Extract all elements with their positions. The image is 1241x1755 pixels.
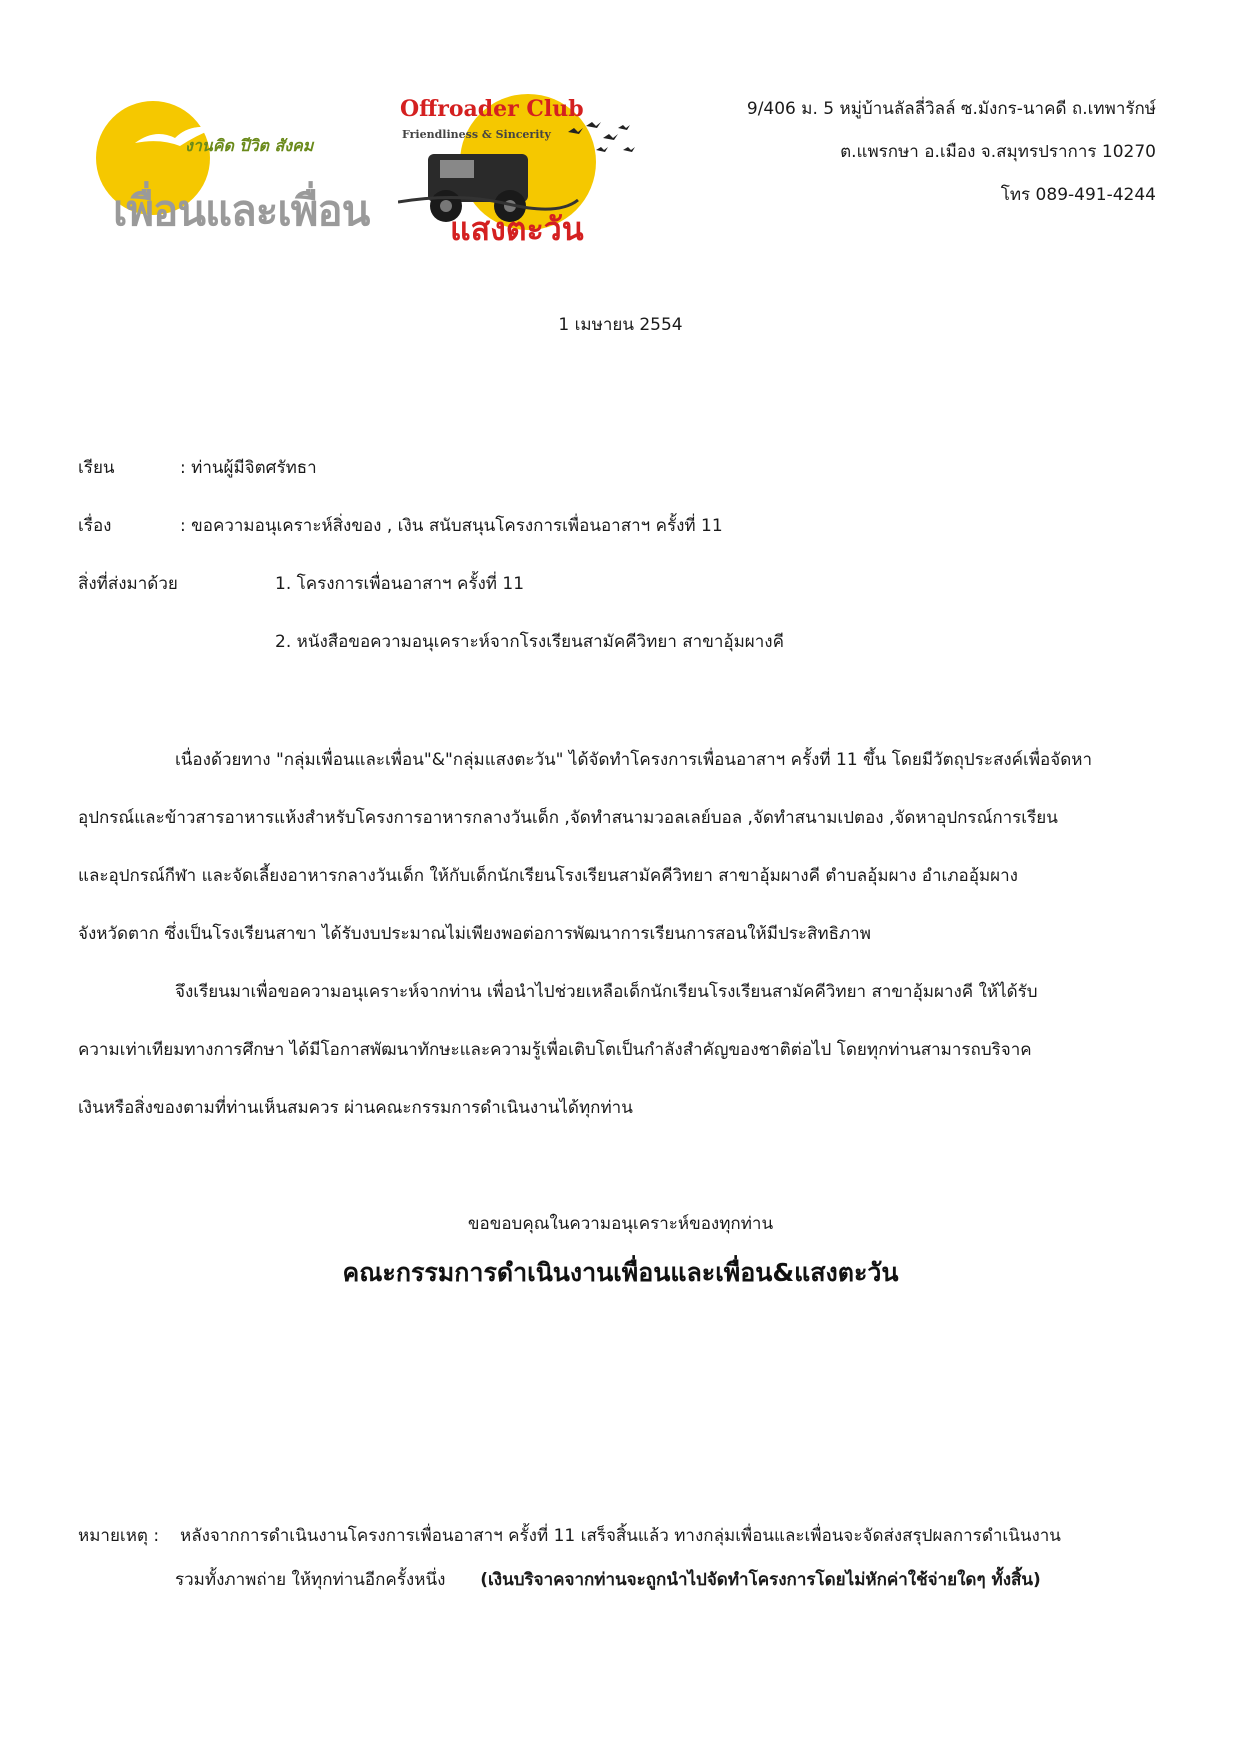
logo-club-tagline: Friendliness & Sincerity [402,128,551,141]
salutation-value: : ท่านผู้มีจิตศรัทธา [180,458,317,478]
enclosure-item: 1. โครงการเพื่อนอาสาฯ ครั้งที่ 11 [275,574,525,594]
subject-label: เรื่อง [78,516,112,536]
note-line-1: หลังจากการดำเนินงานโครงการเพื่อนอาสาฯ ครั้งที่ 11 เสร็จสิ้นแล้ว ทางกลุ่มเพื่อนและเพื่อนจะจัดส่งสรุปผลการดำเนินงาน [180,1526,1061,1546]
note-line-2 [175,1566,1041,1593]
body-paragraph-1-line: จังหวัดตาก ซึ่งเป็นโรงเรียนสาขา ได้รับงบประมาณไม่เพียงพอต่อการพัฒนาการเรียนการสอนให้มีประสิทธิภาพ [78,924,871,944]
enclosures-label: สิ่งที่ส่งมาด้วย [78,574,178,594]
logo-slogan: งานคิด ปีวิต สังคม [185,136,314,155]
body-paragraph-1-line: และอุปกรณ์กีฬา และจัดเลี้ยงอาหารกลางวันเด็ก ให้กับเด็กนักเรียนโรงเรียนสามัคคีวิทยา สาขาอุ้มผางคี ตำบลอุ้มผาง อำเภออุ้มผาง [78,866,1018,886]
logo-friends-and-friends [95,98,370,248]
note-line-2-text: รวมทั้งภาพถ่าย ให้ทุกท่านอีกครั้งหนึ่ง [175,1570,446,1590]
logo-name: เพื่อนและเพื่อน [113,186,370,235]
address-line-1: 9/406 ม. 5 หมู่บ้านลัลลี่วิลล์ ซ.มังกร-นาคดี ถ.เทพารักษ์ [746,99,1156,119]
closing-thanks: ขอขอบคุณในความอนุเคราะห์ของทุกท่าน [467,1214,774,1234]
logo-offroader-club [398,92,653,252]
body-paragraph-1-line: อุปกรณ์และข้าวสารอาหารแห้งสำหรับโครงการอาหารกลางวันเด็ก ,จัดทำสนามวอลเลย์บอล ,จัดทำสนามเปตอง ,จัดหาอุปกรณ์การเรียน [78,808,1058,828]
note-label: หมายเหตุ : [78,1526,160,1546]
subject-value: : ขอความอนุเคราะห์สิ่งของ , เงิน สนับสนุนโครงการเพื่อนอาสาฯ ครั้งที่ 11 [180,516,723,536]
salutation-label: เรียน [78,458,115,478]
body-paragraph-2-line: จึงเรียนมาเพื่อขอความอนุเคราะห์จากท่าน เพื่อนำไปช่วยเหลือเด็กนักเรียนโรงเรียนสามัคคีวิทยา สาขาอุ้มผางคี ให้ได้รับ [175,982,1038,1002]
letter-date: 1 เมษายน 2554 [558,315,683,335]
address-line-2: ต.แพรกษา อ.เมือง จ.สมุทรปราการ 10270 [840,142,1156,162]
committee-signature: คณะกรรมการดำเนินงานเพื่อนและเพื่อน&แสงตะวัน [342,1258,899,1287]
enclosure-item: 2. หนังสือขอความอนุเคราะห์จากโรงเรียนสามัคคีวิทยา สาขาอุ้มผางคี [275,632,784,652]
body-paragraph-2-line: เงินหรือสิ่งของตามที่ท่านเห็นสมควร ผ่านคณะกรรมการดำเนินงานได้ทุกท่าน [78,1098,633,1118]
body-paragraph-2-line: ความเท่าเทียมทางการศึกษา ได้มีโอกาสพัฒนาทักษะและความรู้เพื่อเติบโตเป็นกำลังสำคัญของชาติต่อไป โดยทุกท่านสามารถบริจาค [78,1040,1032,1060]
logo-club-thai-name: แสงตะวัน [450,210,584,248]
note-line-2-bold: (เงินบริจาคจากท่านจะถูกนำไปจัดทำโครงการโดยไม่หักค่าใช้จ่ายใดๆ ทั้งสิ้น) [480,1570,1041,1590]
phone-number: โทร 089-491-4244 [1000,185,1156,205]
body-paragraph-1-line: เนื่องด้วยทาง "กลุ่มเพื่อนและเพื่อน"&"กลุ่มแสงตะวัน" ได้จัดทำโครงการเพื่อนอาสาฯ ครั้งที่ 11 ขึ้น โดยมีวัตถุประสงค์เพื่อจัดหา [175,750,1093,770]
logo-club-name: Offroader Club [400,96,584,122]
